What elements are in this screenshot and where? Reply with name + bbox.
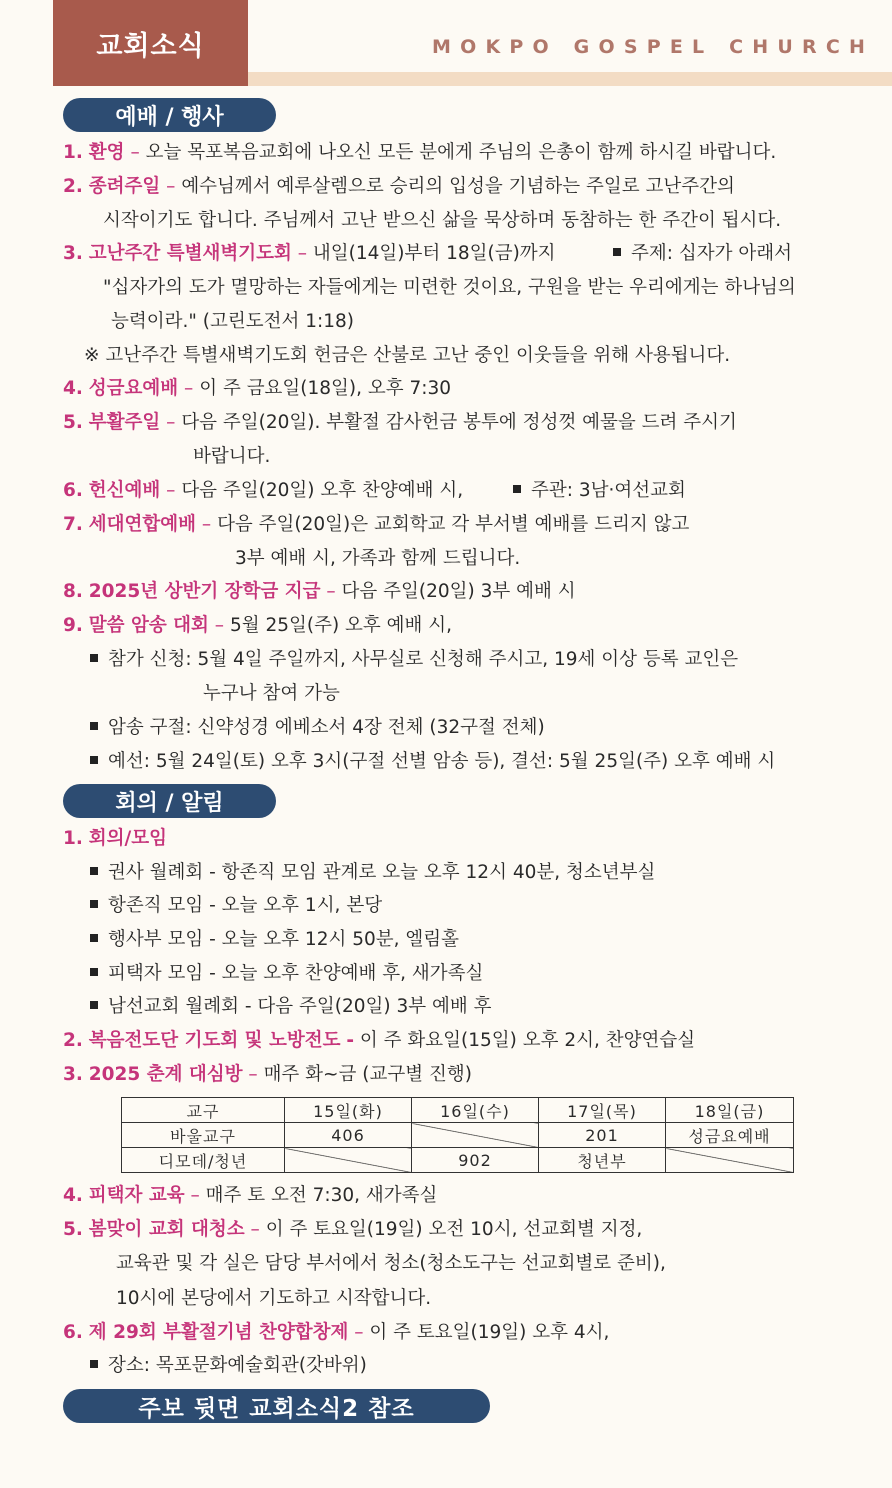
table-header-cell: 17일(목) — [539, 1098, 666, 1123]
bullet-square-icon — [90, 1001, 98, 1009]
bullet-square-icon — [90, 756, 98, 764]
worship-item-3: 3. 고난주간 특별새벽기도회 – 내일(14일)부터 18일(금)까지 — [63, 243, 556, 264]
bullet-square-icon — [90, 867, 98, 875]
table-cell: 바울교구 — [122, 1123, 285, 1148]
worship-item-6-host: 주관: 3남·여선교회 — [513, 480, 686, 502]
bullet-square-icon — [90, 900, 98, 908]
meeting-bullet: 피택자 모임 - 오늘 오후 찬양예배 후, 새가족실 — [90, 963, 483, 985]
meeting-item-2: 2. 복음전도단 기도회 및 노방전도 - 이 주 화요일(15일) 오후 2시, 찬양연습실 — [63, 1030, 696, 1051]
worship-item-3-note: ※ 고난주간 특별새벽기도회 헌금은 산불로 고난 중인 이웃들을 위해 사용됩니다. — [84, 345, 731, 366]
worship-item-8: 8. 2025년 상반기 장학금 지급 – 다음 주일(20일) 3부 예배 시 — [63, 581, 576, 602]
table-cell: 청년부 — [539, 1148, 666, 1173]
meeting-item-4: 4. 피택자 교육 – 매주 토 오전 7:30, 새가족실 — [63, 1185, 438, 1206]
table-header-row — [122, 1098, 794, 1123]
meeting-bullet: 남선교회 월례회 - 다음 주일(20일) 3부 예배 후 — [90, 996, 492, 1018]
bullet-square-icon — [613, 248, 621, 256]
bullet-square-icon — [90, 1360, 98, 1368]
bullet-square-icon — [90, 934, 98, 942]
worship-item-9: 9. 말씀 암송 대회 – 5월 25일(주) 오후 예배 시, — [63, 615, 453, 636]
table-cell-empty — [412, 1123, 539, 1148]
worship-item-3-verse-ref: 능력이라." (고린도전서 1:18) — [111, 311, 354, 332]
footer-reference-banner: 주보 뒷면 교회소식2 참조 — [63, 1389, 490, 1423]
section-heading-worship: 예배 / 행사 — [63, 98, 276, 132]
table-row — [122, 1123, 794, 1148]
bullet-square-icon — [90, 968, 98, 976]
table-cell: 성금요예배 — [666, 1123, 794, 1148]
table-header-cell: 교구 — [122, 1098, 285, 1123]
worship-item-5: 5. 부활주일 – 다음 주일(20일). 부활절 감사헌금 봉투에 정성껏 예물을 드려 주시기 — [63, 412, 737, 433]
meeting-item-3: 3. 2025 춘계 대심방 – 매주 화~금 (교구별 진행) — [63, 1064, 472, 1085]
meeting-bullet: 행사부 모임 - 오늘 오후 12시 50분, 엘림홀 — [90, 929, 459, 951]
table-cell: 902 — [412, 1148, 539, 1173]
header-band — [248, 72, 892, 86]
section-heading-meeting: 회의 / 알림 — [63, 784, 276, 818]
table-cell: 201 — [539, 1123, 666, 1148]
table-cell: 디모데/청년 — [122, 1148, 285, 1173]
meeting-item-1: 1. 회의/모임 — [63, 828, 168, 849]
worship-item-9-verses: 암송 구절: 신약성경 에베소서 4장 전체 (32구절 전체) — [90, 717, 545, 739]
table-cell-empty — [285, 1148, 412, 1173]
worship-item-3-verse: "십자가의 도가 멸망하는 자들에게는 미련한 것이요, 구원을 받는 우리에게는 하나님의 — [103, 277, 796, 298]
table-header-cell: 16일(수) — [412, 1098, 539, 1123]
worship-item-3-theme: 주제: 십자가 아래서 — [613, 243, 792, 265]
worship-item-2-cont: 시작이기도 합니다. 주님께서 고난 받으신 삶을 묵상하며 동참하는 한 주간이 됩시다. — [103, 210, 782, 231]
meeting-bullet: 권사 월례회 - 항존직 모임 관계로 오늘 오후 12시 40분, 청소년부실 — [90, 862, 655, 884]
table-cell: 406 — [285, 1123, 412, 1148]
meeting-bullet: 항존직 모임 - 오늘 오후 1시, 본당 — [90, 895, 382, 917]
worship-item-6: 6. 헌신예배 – 다음 주일(20일) 오후 찬양예배 시, — [63, 480, 464, 501]
worship-item-5-cont: 바랍니다. — [193, 446, 271, 467]
worship-item-2: 2. 종려주일 – 예수님께서 예루살렘으로 승리의 입성을 기념하는 주일로 고난주간의 — [63, 176, 735, 197]
bullet-square-icon — [90, 722, 98, 730]
worship-item-1: 1. 환영 – 오늘 목포복음교회에 나오신 모든 분에게 주님의 은총이 함께 하시길 바랍니다. — [63, 142, 777, 163]
bullet-square-icon — [90, 654, 98, 662]
section-tab-church-news: 교회소식 — [53, 0, 248, 86]
visit-schedule-table — [121, 1097, 794, 1173]
header — [0, 0, 892, 90]
worship-item-9-apply-cont: 누구나 참여 가능 — [203, 683, 340, 704]
worship-item-9-rounds: 예선: 5월 24일(토) 오후 3시(구절 선별 암송 등), 결선: 5월 25일(주) 오후 예배 시 — [90, 751, 775, 773]
table-header-cell: 18일(금) — [666, 1098, 794, 1123]
meeting-item-5-cont: 10시에 본당에서 기도하고 시작합니다. — [116, 1288, 432, 1309]
table-row — [122, 1148, 794, 1173]
meeting-item-6-venue: 장소: 목포문화예술회관(갓바위) — [90, 1355, 367, 1377]
table-cell-empty — [666, 1148, 794, 1173]
worship-item-4: 4. 성금요예배 – 이 주 금요일(18일), 오후 7:30 — [63, 378, 452, 399]
meeting-item-6: 6. 제 29회 부활절기념 찬양합창제 – 이 주 토요일(19일) 오후 4시, — [63, 1322, 610, 1343]
worship-item-7-cont: 3부 예배 시, 가족과 함께 드립니다. — [235, 548, 521, 569]
worship-item-7: 7. 세대연합예배 – 다음 주일(20일)은 교회학교 각 부서별 예배를 드리지 않고 — [63, 514, 690, 535]
meeting-item-5-cont: 교육관 및 각 실은 담당 부서에서 청소(청소도구는 선교회별로 준비), — [116, 1253, 666, 1274]
worship-item-9-apply: 참가 신청: 5월 4일 주일까지, 사무실로 신청해 주시고, 19세 이상 등록 교인은 — [90, 649, 738, 671]
meeting-item-5: 5. 봄맞이 교회 대청소 – 이 주 토요일(19일) 오전 10시, 선교회별 지정, — [63, 1219, 643, 1240]
table-header-cell: 15일(화) — [285, 1098, 412, 1123]
church-english-name: MOKPO GOSPEL CHURCH — [432, 36, 875, 58]
bullet-square-icon — [513, 485, 521, 493]
